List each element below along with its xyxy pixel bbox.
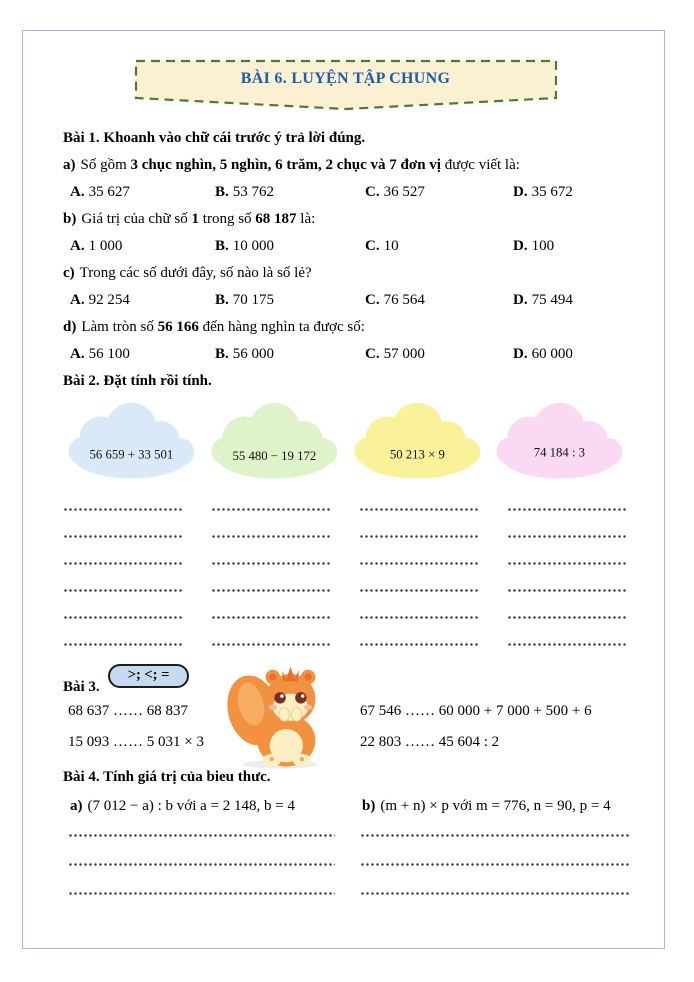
question-d-prompt (63, 314, 628, 341)
cloud-expression: 50 213 × 9 (389, 447, 445, 462)
comparison-line: 68 637 …… 68 837 (68, 703, 188, 719)
question-d-text: Làm tròn số 56 166 đến hàng nghìn ta được số: (81, 319, 365, 335)
option-value: 56 100 (88, 346, 130, 362)
answer-blank-line (211, 562, 332, 565)
part-a-label: a) (70, 797, 83, 814)
question-c-text: Trong các số dưới đây, số nào là số lẻ? (79, 265, 312, 281)
option-value: 92 254 (88, 292, 130, 308)
option-letter: B. (215, 292, 229, 308)
answer-blank-line (63, 508, 184, 511)
exercise3-section (63, 662, 628, 758)
option-letter: A. (70, 346, 85, 362)
answer-blank-line (359, 562, 480, 565)
answer-blank-line (68, 863, 335, 866)
exercise4-answer-lines (63, 821, 628, 908)
option-value: 57 000 (383, 346, 425, 362)
question-b-options (63, 233, 628, 260)
answer-blank-line (211, 643, 332, 646)
question-a-label: a) (63, 157, 76, 173)
option-letter: D. (513, 184, 528, 200)
part-b-label: b) (362, 797, 376, 814)
comparison-line: 22 803 …… 45 604 : 2 (360, 734, 500, 750)
expression-a (63, 791, 355, 821)
option (365, 292, 513, 309)
option (513, 238, 628, 255)
question-c-prompt (63, 260, 628, 287)
question-d-label: d) (63, 319, 77, 335)
option-value: 1 000 (88, 238, 123, 254)
question-d-options (63, 341, 628, 368)
option-letter: D. (513, 238, 528, 254)
answer-blank-line (63, 562, 184, 565)
part-b-expression: (m + n) × p với m = 776, n = 90, p = 4 (380, 797, 611, 814)
cloud-expression: 55 480 − 19 172 (232, 449, 316, 464)
question-a-text: Số gồm 3 chục nghìn, 5 nghìn, 6 trăm, 2 chục và 7 đơn vị được viết là: (80, 157, 520, 173)
option-value: 53 762 (232, 184, 275, 200)
answer-blank-line (359, 643, 480, 646)
answer-blank-line (507, 535, 628, 538)
exercise4-heading: Bài 4. Tính giá trị của bieu thưc. (63, 769, 271, 785)
option (365, 184, 513, 201)
option-letter: D. (513, 346, 528, 362)
option (365, 238, 513, 255)
option-value: 35 627 (88, 184, 130, 200)
answer-blank-line (507, 508, 628, 511)
answer-blank-line (360, 834, 630, 837)
cloud-pink (491, 397, 628, 487)
answer-blank-line (63, 616, 184, 619)
option-value: 100 (531, 238, 555, 254)
question-a-options (63, 179, 628, 206)
option (70, 346, 215, 363)
exercise1-heading: Bài 1. Khoanh vào chữ cái trước ý trả lời đúng. (63, 130, 366, 146)
answer-blank-line (211, 508, 332, 511)
exercise2-answer-lines (63, 496, 628, 658)
answer-blank-line (507, 562, 628, 565)
option-value: 36 527 (383, 184, 425, 200)
question-a-prompt (63, 152, 628, 179)
option-letter: B. (215, 238, 229, 254)
option-letter: B. (215, 346, 229, 362)
cloud-yellow (349, 397, 486, 487)
option-letter: C. (365, 184, 380, 200)
option-letter: D. (513, 292, 528, 308)
cloud-blue (63, 397, 200, 487)
exercise3-label: Bài 3. (63, 679, 100, 695)
option-value: 10 000 (232, 238, 275, 254)
option (365, 346, 513, 363)
option (215, 184, 365, 201)
answer-blank-line (359, 616, 480, 619)
option-value: 56 000 (232, 346, 275, 362)
exercise2-heading: Bài 2. Đặt tính rồi tính. (63, 373, 212, 389)
answer-blank-line (68, 834, 335, 837)
option-letter: B. (215, 184, 229, 200)
option-value: 76 564 (383, 292, 425, 308)
answer-blank-line (211, 616, 332, 619)
cloud-expression: 56 659 + 33 501 (89, 447, 174, 462)
option (70, 184, 215, 201)
option-letter: A. (70, 292, 85, 308)
exercise4-parts (63, 791, 628, 821)
answer-blank-line (359, 508, 480, 511)
option (70, 292, 215, 309)
option-value: 70 175 (232, 292, 275, 308)
question-b-text: Giá trị của chữ số 1 trong số 68 187 là: (81, 211, 316, 227)
question-b-prompt (63, 206, 628, 233)
option (513, 346, 628, 363)
comparison-grid (63, 696, 628, 758)
option-value: 10 (383, 238, 399, 254)
option-letter: A. (70, 184, 85, 200)
answer-blank-line (211, 589, 332, 592)
option (215, 346, 365, 363)
answer-blank-line (360, 863, 630, 866)
answer-blank-line (507, 589, 628, 592)
comparison-line: 67 546 …… 60 000 + 7 000 + 500 + 6 (360, 703, 592, 719)
answer-blank-line (507, 616, 628, 619)
option-value: 75 494 (531, 292, 573, 308)
option-letter: C. (365, 346, 380, 362)
question-c-label: c) (63, 265, 75, 281)
question-c-options (63, 287, 628, 314)
option (513, 292, 628, 309)
expression-b (355, 791, 628, 821)
question-b-label: b) (63, 211, 77, 227)
answer-blank-line (63, 535, 184, 538)
lesson-title: BÀI 6. LUYỆN TẬP CHUNG (240, 70, 451, 87)
answer-blank-line (359, 589, 480, 592)
option (215, 292, 365, 309)
comparison-signs-badge: >; <; = (108, 664, 190, 688)
answer-blank-line (63, 643, 184, 646)
title-banner (134, 59, 558, 113)
option-letter: C. (365, 292, 380, 308)
option (513, 184, 628, 201)
answer-blank-line (507, 643, 628, 646)
option-value: 60 000 (531, 346, 573, 362)
answer-blank-line (68, 892, 335, 895)
part-a-expression: (7 012 − a) : b với a = 2 148, b = 4 (87, 797, 295, 814)
worksheet-page (22, 30, 665, 949)
cloud-expression: 74 184 : 3 (533, 445, 586, 460)
option-letter: C. (365, 238, 380, 254)
option-letter: A. (70, 238, 85, 254)
squirrel-illustration (226, 660, 330, 770)
cloud-green (206, 397, 343, 487)
cloud-row (63, 397, 628, 487)
answer-blank-line (359, 535, 480, 538)
comparison-line: 15 093 …… 5 031 × 3 (68, 734, 204, 750)
option-value: 35 672 (531, 184, 573, 200)
answer-blank-line (63, 589, 184, 592)
option (70, 238, 215, 255)
option (215, 238, 365, 255)
answer-blank-line (360, 892, 630, 895)
answer-blank-line (211, 535, 332, 538)
